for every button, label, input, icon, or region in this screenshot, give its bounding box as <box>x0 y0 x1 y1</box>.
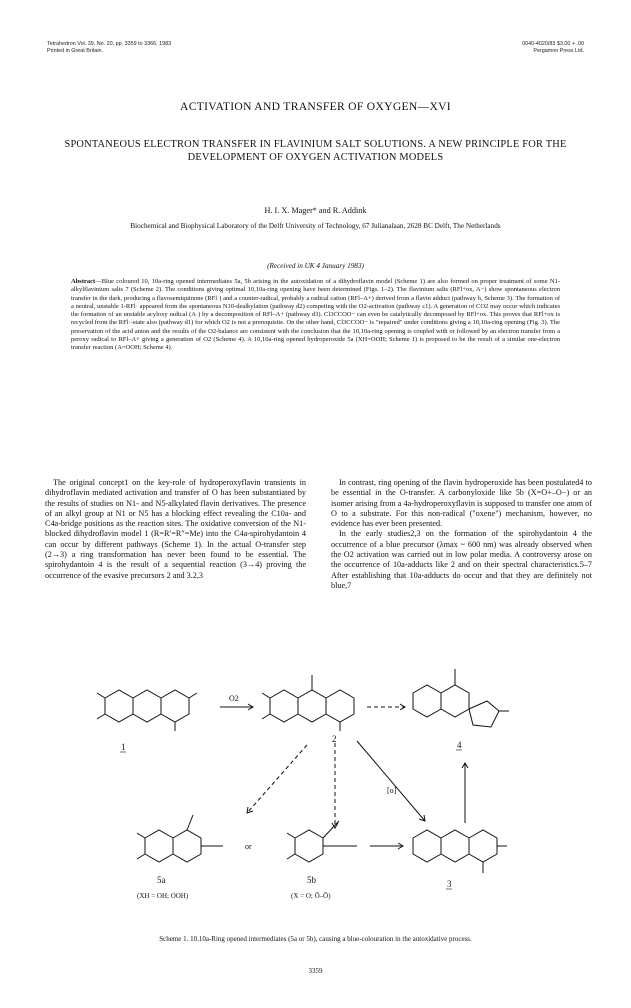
scheme-1-diagram <box>95 643 545 913</box>
compound-5a-label: 5a <box>157 875 166 885</box>
body-paragraph: In contrast, ring opening of the flavin hydroperoxide has been postulated4 to be essential in the O-transfer. A carbonyloxide like 5b (X=O+–O−) or an isomer arising from a 4a-hydroperoxyflavin is supposed to transfer one atom of O to a substrate. For this non-radical ("oxene") mechanism, however, no evidence has ever been presented. <box>331 478 592 529</box>
authors: H. I. X. Mager* and R. Addink <box>264 206 367 215</box>
abstract-label: Abstract <box>71 278 96 285</box>
body-paragraph: In the early studies2,3 on the formation of the spirohydantoin 4 the occurrence of a blue precursor (λmax ~ 600 nm) was already observed when the O2 activation was carried out in low polar media. A controversy arose on the occurrence of 10a-adducts like 2 and on their spectral characteristics.5–7 After establishing that 10a-adducts do occur and that they are definitely not blue,7 <box>331 529 592 590</box>
structure-5b <box>287 821 357 862</box>
structure-1 <box>97 690 197 731</box>
article-title: ACTIVATION AND TRANSFER OF OXYGEN—XVI <box>180 100 451 113</box>
scheme-caption: Scheme 1. 10,10a-Ring opened intermediates (5a or 5b), causing a blue-colouration in the autoxidative process. <box>159 935 472 943</box>
or-label: or <box>245 842 252 851</box>
structure-5a <box>137 815 223 862</box>
journal-header-right <box>522 41 584 55</box>
arrow-2-to-3 <box>357 741 425 821</box>
journal-citation: Tetrahedron Vol. 39, No. 20, pp. 3359 to 3366, 1983 <box>47 41 172 47</box>
body-left-column: The original concept1 on the key-role of hydroperoxyflavin transients in dihydroflavin mediated activation and transfer of O has been substantiated by the results of studies on N1- and N5-alkylated flavin derivatives. The presence of an alkyl group at N1 or N5 has a blocking effect revealing the C10a- and C4a-bridge positions as the reaction sites. The oxidative conversion of the N1-blocked dihydroflavin model 1 (R=R′=R″=Me) into the C4a-spirohydantoin 4 can occur by different pathways (Scheme 1). In the actual O-transfer step (2→3) a ring transformation has never been found to be essential. The spirohydantoin 4 is the result of a sequential reaction (3→4) proving the occurrence of the evasive precursors 2 and 3.2,3 <box>45 478 306 580</box>
issn-code: 0040-4020/83 $3.00 + .00 <box>522 41 584 47</box>
arrow-2-to-5a <box>247 745 307 813</box>
journal-header-left <box>47 41 171 55</box>
reagent-o-label: [o] <box>387 786 397 795</box>
compound-2-label: 2 <box>332 734 337 744</box>
affiliation: Biochemical and Biophysical Laboratory of the Delft University of Technology, 67 Julianalaan, 2628 BC Delft, The Netherlands <box>130 222 501 230</box>
article-subtitle: SPONTANEOUS ELECTRON TRANSFER IN FLAVINIUM SALT SOLUTIONS. A NEW PRINCIPLE FOR THE DEVELOPMENT OF OXYGEN ACTIVATION MODELS <box>64 139 567 163</box>
reagent-o2-label: O2 <box>229 694 239 703</box>
printed-location: Printed in Great Britain. <box>47 48 104 54</box>
received-date: (Received in UK 4 January 1983) <box>267 262 364 270</box>
abstract-text: —Blue coloured 10, 10a-ring opened intermediates 5a, 5b arising in the autoxidation of a dihydroflavin model (Scheme 1) are also formed on proper treatment of some N1-alkylflavinium salts 7 (Scheme 2). The conditions giving optimal 10,10a-ring opening have been determined (Figs. 1–2). The flavinium salts (RFl+ox, A−) show spontaneous electron transfer in the dark, producing a flavosemiquinone (RFl·) and a counter-radical, probably a radical cation (RFl–A+) derived from a flavin adduct (pathway b, Scheme 3). The formation of a neutral, unstable 1-RFl· appeared from the spontaneous N10-dealkylation (pathway d2) competing with the O2-activation (pathway c1). A generation of CO2 may occur which indicates the formation of an unstable acyloxy radical (A·) by a decomposition of RFl–A+ (pathway d3). Cl3CCOO− can even be catalytically decomposed by RFl+ox. This proves that RFl+ox is recycled from the RFl·-state also (pathway d1) for which O2 is not a prerequisite. On the other hand, Cl3CCOO− is "repaired" under conditions giving a 10,10a-ring opening (Fig. 3). The preservation of the acid anion and the results of the O2-balance are consistent with the conclusion that the 10,10a-ring opening is coupled with or followed by an electron transfer from a peroxy radical to RFl–A+ giving a generation of O2 (Scheme 4). A 10,10a-ring opened hydroperoxide 5a (XH=OOH; Scheme 1) is proposed to be the result of a similar one-electron transfer reaction (A=OOH; Scheme 4). <box>71 278 560 352</box>
abstract <box>71 278 560 353</box>
compound-3-label: 3 <box>447 879 452 889</box>
body-right-column <box>331 478 592 591</box>
compound-5b-note: (X = O; Ō–Ō) <box>291 892 331 900</box>
compound-5a-note: (XH = OH; OOH) <box>137 892 189 900</box>
publisher: Pergamon Press Ltd. <box>533 48 584 54</box>
page-number: 3359 <box>308 967 323 975</box>
compound-1-label: 1 <box>121 742 126 752</box>
structure-2 <box>262 675 354 731</box>
compound-4-label: 4 <box>457 740 462 750</box>
compound-5b-label: 5b <box>307 875 316 885</box>
structure-4 <box>413 669 509 727</box>
structure-3 <box>413 830 507 873</box>
